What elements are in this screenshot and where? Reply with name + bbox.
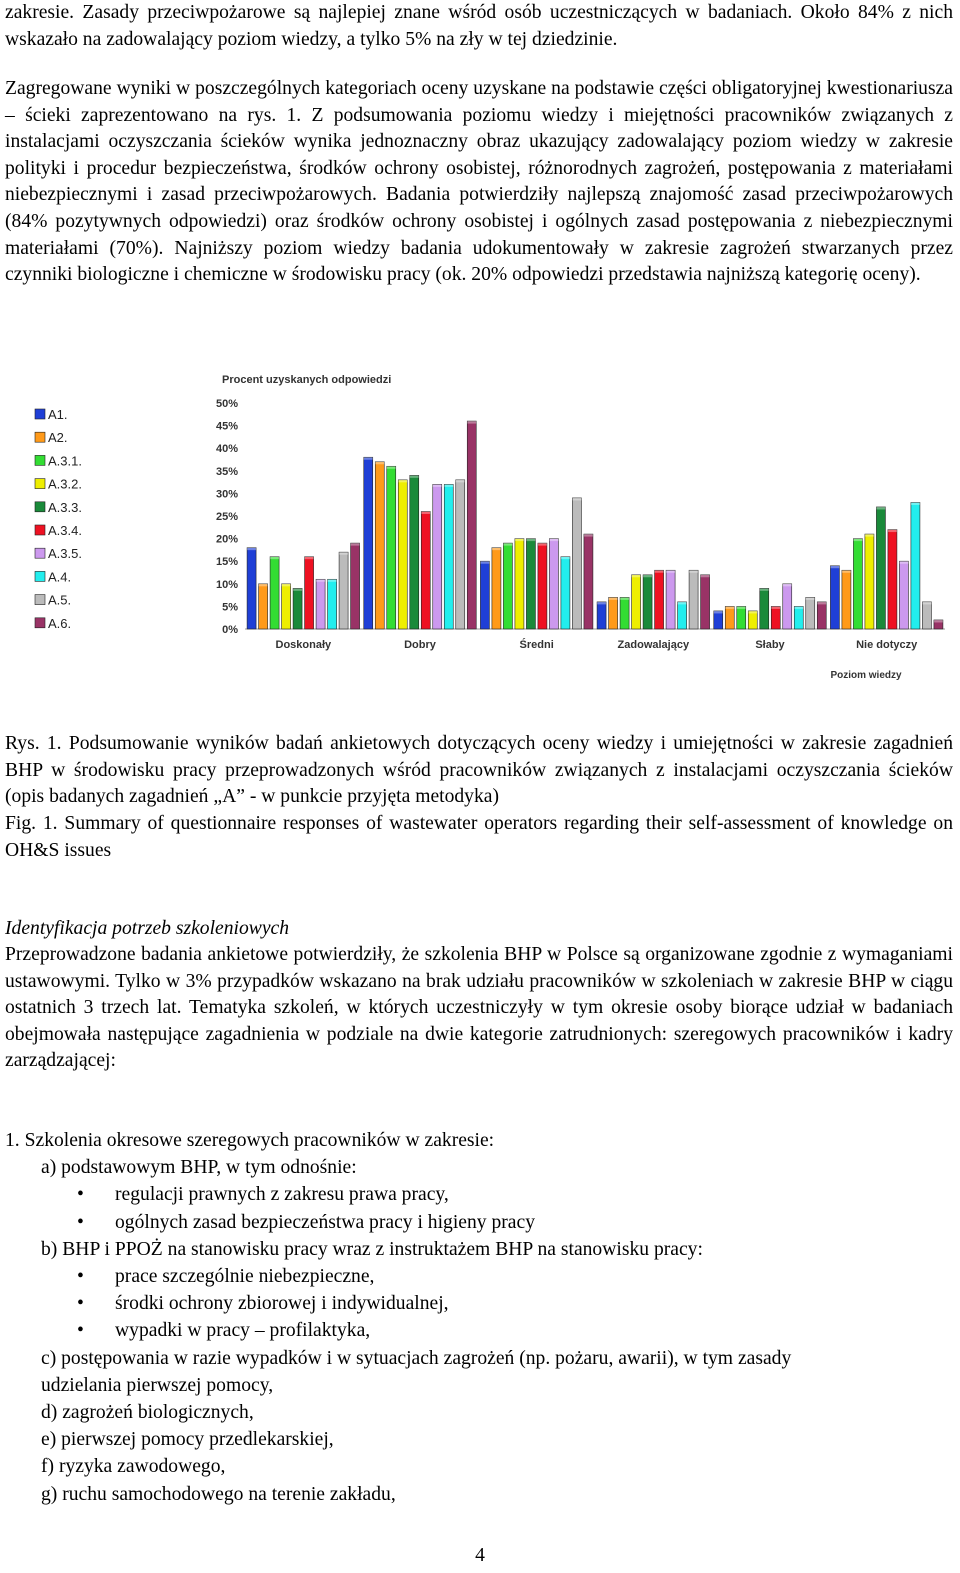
y-tick-label: 45% (215, 420, 238, 433)
bar (865, 534, 874, 629)
bar-highlight (572, 498, 581, 501)
legend-swatch (35, 479, 45, 489)
bar (888, 530, 897, 629)
x-tick-label: Słaby (755, 639, 785, 651)
bar-highlight (421, 511, 430, 514)
bar-highlight (305, 557, 314, 560)
list-item-a: a) podstawowym BHP, w tym odnośnie: (41, 1157, 357, 1179)
y-tick-label: 40% (215, 443, 238, 456)
bar (515, 539, 524, 629)
bar-highlight (247, 548, 256, 551)
bar-highlight (620, 597, 629, 600)
bar (375, 462, 384, 629)
bar (817, 602, 826, 629)
legend-swatch (35, 409, 45, 419)
bar (655, 570, 664, 629)
bar-highlight (876, 507, 885, 510)
bar (701, 575, 710, 629)
bar-highlight (714, 611, 723, 614)
bar-highlight (387, 466, 396, 469)
bar-highlight (410, 475, 419, 478)
bar (282, 584, 291, 629)
bar-highlight (328, 579, 337, 582)
y-tick-label: 50% (215, 398, 238, 410)
bar (737, 606, 746, 629)
bar (760, 588, 769, 629)
bar (328, 579, 337, 629)
bullet-icon: • (77, 1211, 84, 1233)
list-bullet: • środki ochrony zbiorowej i indywidualnej, (5, 1290, 953, 1317)
bar (597, 602, 606, 629)
list-bullet: • prace szczególnie niebezpieczne, (5, 1263, 953, 1290)
legend-swatch (35, 548, 45, 558)
bar-highlight (748, 611, 757, 614)
list-item-b: b) BHP i PPOŻ na stanowisku pracy wraz z instruktażem BHP na stanowisku pracy: (41, 1238, 703, 1260)
bar-highlight (689, 570, 698, 573)
bar (678, 602, 687, 629)
bullet-icon: • (77, 1266, 84, 1288)
bar-highlight (270, 557, 279, 560)
bar-chart (0, 365, 960, 695)
bar (794, 606, 803, 629)
training-list (5, 1127, 953, 1508)
legend-swatch (35, 595, 45, 605)
bar-highlight (375, 462, 384, 465)
bar (666, 570, 675, 629)
bar (456, 480, 465, 629)
training-paragraph: Przeprowadzone badania ankietowe potwierdziły, że szkolenia BHP w Polsce są organizowane zgodnie z wymaganiami ustawowymi. Tylko w 3% przypadków wskazano na brak udziału pracowników w szkoleniach w zakresie BHP w ciągu ostatnich 3 trzech lat. Tematyka szkoleń, w których uczestniczyły w tym okresie osoby biorące udział w badaniach obejmowała następujące zagadnienia w podziale na dwie kategorie zatrudnionych: szeregowych pracowników i kadry zarządzającej: (5, 944, 953, 1072)
bar-highlight (842, 570, 851, 573)
bar (842, 570, 851, 629)
bar-highlight (911, 502, 920, 505)
bar-highlight (865, 534, 874, 537)
bar (421, 511, 430, 629)
bar (911, 502, 920, 629)
bar (643, 575, 652, 629)
legend-swatch (35, 571, 45, 581)
bar-highlight (806, 597, 815, 600)
bar-highlight (853, 539, 862, 542)
bar (689, 570, 698, 629)
bar-highlight (351, 543, 360, 546)
bar-highlight (899, 561, 908, 564)
y-tick-label: 35% (215, 465, 238, 478)
bar-highlight (632, 575, 641, 578)
list-bullet: • wypadki w pracy – profilaktyka, (5, 1317, 953, 1344)
legend-label: A.6. (48, 615, 72, 631)
bar (467, 421, 476, 629)
bar (305, 557, 314, 629)
bar-highlight (934, 620, 943, 623)
bar (351, 543, 360, 629)
x-tick-label: Nie dotyczy (856, 639, 918, 651)
bar-highlight (561, 557, 570, 560)
list-bullet: • ogólnych zasad bezpieczeństwa pracy i higieny pracy (5, 1209, 953, 1236)
y-tick-label: 5% (222, 601, 238, 614)
legend-swatch (35, 618, 45, 628)
bar-highlight (609, 597, 618, 600)
y-tick-label: 25% (215, 511, 238, 523)
y-tick-label: 20% (215, 533, 238, 546)
legend-label: A.3.5. (48, 546, 82, 562)
bullet-icon: • (77, 1184, 84, 1206)
bar-highlight (760, 588, 769, 591)
bar (876, 507, 885, 629)
legend-swatch (35, 502, 45, 512)
bar-highlight (922, 602, 931, 605)
chart-title: Procent uzyskanych odpowiedzi (222, 374, 392, 386)
list-item-f: f) ryzyka zawodowego, (41, 1456, 226, 1478)
bar-highlight (444, 484, 453, 487)
legend-label: A.5. (48, 592, 72, 608)
legend-label: A.3.3. (48, 499, 82, 515)
figure-caption-pl: Rys. 1. Podsumowanie wyników badań ankietowych dotyczących oceny wiedzy i umiejętności w zakresie zagadnień BHP w środowisku pracy przeprowadzonych wśród pracowników związanych z instalacjami oczyszczania ścieków (opis badanych zagadnień „A” - w punkcie przyjęta metodyka) (5, 733, 953, 808)
legend-label: A2. (48, 430, 68, 446)
legend-swatch (35, 455, 45, 465)
bar-highlight (655, 570, 664, 573)
list-item-g: g) ruchu samochodowego na terenie zakładu, (41, 1483, 396, 1505)
x-tick-label: Dobry (404, 639, 436, 651)
bar-highlight (783, 584, 792, 587)
bar (899, 561, 908, 629)
bar (444, 484, 453, 629)
legend-label: A1. (48, 407, 68, 422)
bar (620, 597, 629, 629)
bar (771, 606, 780, 629)
bar-highlight (467, 421, 476, 424)
bar (270, 557, 279, 629)
bar (339, 552, 348, 629)
bar (549, 539, 558, 629)
bar-highlight (282, 584, 291, 587)
bar-highlight (515, 539, 524, 542)
legend-label: A.4. (48, 569, 72, 585)
bar-highlight (817, 602, 826, 605)
bar-highlight (830, 566, 839, 569)
bar (806, 597, 815, 629)
bar (922, 602, 931, 629)
y-tick-label: 10% (215, 578, 238, 591)
bar-highlight (737, 606, 746, 609)
bar-highlight (794, 606, 803, 609)
bar (293, 588, 302, 629)
figure-caption-en: Fig. 1. Summary of questionnaire responses of wastewater operators regarding their self-assessment of knowledge on OH&S issues (5, 813, 953, 861)
bar (748, 611, 757, 629)
bar (259, 584, 268, 629)
bar-highlight (888, 530, 897, 533)
bar (714, 611, 723, 629)
bar-highlight (701, 575, 710, 578)
list-item-1: 1. Szkolenia okresowe szeregowych pracowników w zakresie: (5, 1130, 495, 1151)
bar-highlight (526, 539, 535, 542)
bar (480, 561, 489, 629)
bar (433, 484, 442, 629)
bar-highlight (643, 575, 652, 578)
page-number: 4 (475, 1545, 485, 1566)
legend-label: A.3.1. (48, 453, 82, 469)
bar-highlight (597, 602, 606, 605)
bar-highlight (771, 606, 780, 609)
legend-swatch (35, 432, 45, 442)
y-tick-label: 15% (215, 556, 238, 569)
bar (853, 539, 862, 629)
bar-highlight (549, 539, 558, 542)
bar (503, 543, 512, 629)
bar-highlight (538, 543, 547, 546)
bar (538, 543, 547, 629)
bar-highlight (503, 543, 512, 546)
bar-highlight (293, 588, 302, 591)
bar-highlight (492, 548, 501, 551)
bar-highlight (316, 579, 325, 582)
list-item-c-cont: udzielania pierwszej pomocy, (41, 1374, 274, 1396)
bar-highlight (364, 457, 373, 460)
bar-highlight (456, 480, 465, 483)
x-tick-label: Doskonały (275, 639, 332, 651)
bar (632, 575, 641, 629)
bar-highlight (259, 584, 268, 587)
list-bullet: • regulacji prawnych z zakresu prawa pracy, (5, 1181, 953, 1208)
bar (492, 548, 501, 629)
x-tick-label: Średni (519, 639, 554, 651)
section-heading: Identyfikacja potrzeb szkoleniowych (5, 918, 290, 939)
bar (725, 606, 734, 629)
legend-swatch (35, 525, 45, 535)
bar (526, 539, 535, 629)
bar (609, 597, 618, 629)
bar-highlight (584, 534, 593, 537)
y-tick-label: 0% (222, 624, 238, 636)
bar (387, 466, 396, 629)
bullet-icon: • (77, 1293, 84, 1315)
summary-paragraph: Zagregowane wyniki w poszczególnych kategoriach oceny uzyskane na podstawie części obligatoryjnej kwestionariusza – ścieki zaprezentowano na rys. 1. Z podsumowania poziomu wiedzy i miejętności pracowników związanych z instalacjami oczyszczania ścieków wynika jednoznaczny obraz ukazujący zadowalający poziom wiedzy w zakresie polityki i procedur bezpieczeństwa, środków ochrony osobistej, różnorodnych zagrożeń, postępowania z materiałami niebezpiecznymi i zasad przeciwpożarowych. Badania potwierdziły najlepszą znajomość zasad przeciwpożarowych (84% pozytywnych odpowiedzi) oraz środków ochrony osobistej i ogólnych zasad postępowania z niebezpiecznymi materiałami (70%). Najniższy poziom wiedzy badania udokumentowały w zakresie zagrożeń stwarzanych przez czynniki biologiczne i chemiczne w środowisku pracy (ok. 20% odpowiedzi przedstawia najniższą kategorię oceny). (5, 78, 953, 286)
legend-label: A.3.2. (48, 476, 82, 492)
figure-chart (0, 365, 960, 695)
x-axis-label: Poziom wiedzy (830, 670, 902, 681)
bar-highlight (433, 484, 442, 487)
bar (398, 480, 407, 629)
bar (247, 548, 256, 629)
bar-highlight (725, 606, 734, 609)
y-tick-label: 30% (215, 488, 238, 501)
bar (410, 475, 419, 629)
bar-highlight (666, 570, 675, 573)
intro-paragraph: zakresie. Zasady przeciwpożarowe są najlepiej znane wśród osób uczestniczących w badaniach. Około 84% z nich wskazało na zadowalający poziom wiedzy, a tylko 5% na zły w tej dziedzinie. (5, 2, 953, 50)
bar (572, 498, 581, 629)
bar (584, 534, 593, 629)
bar-highlight (480, 561, 489, 564)
bar (316, 579, 325, 629)
list-item-d: d) zagrożeń biologicznych, (41, 1402, 254, 1424)
bar-highlight (678, 602, 687, 605)
list-item-c: c) postępowania w razie wypadków i w sytuacjach zagrożeń (np. pożaru, awarii), w tym zasady (41, 1347, 792, 1369)
bar-highlight (398, 480, 407, 483)
bar (783, 584, 792, 629)
bar (830, 566, 839, 629)
bullet-icon: • (77, 1320, 84, 1342)
bar (364, 457, 373, 629)
bar-highlight (339, 552, 348, 555)
legend-label: A.3.4. (48, 523, 82, 538)
x-tick-label: Zadowalający (617, 639, 690, 651)
list-item-e: e) pierwszej pomocy przedlekarskiej, (41, 1429, 334, 1451)
bar (561, 557, 570, 629)
